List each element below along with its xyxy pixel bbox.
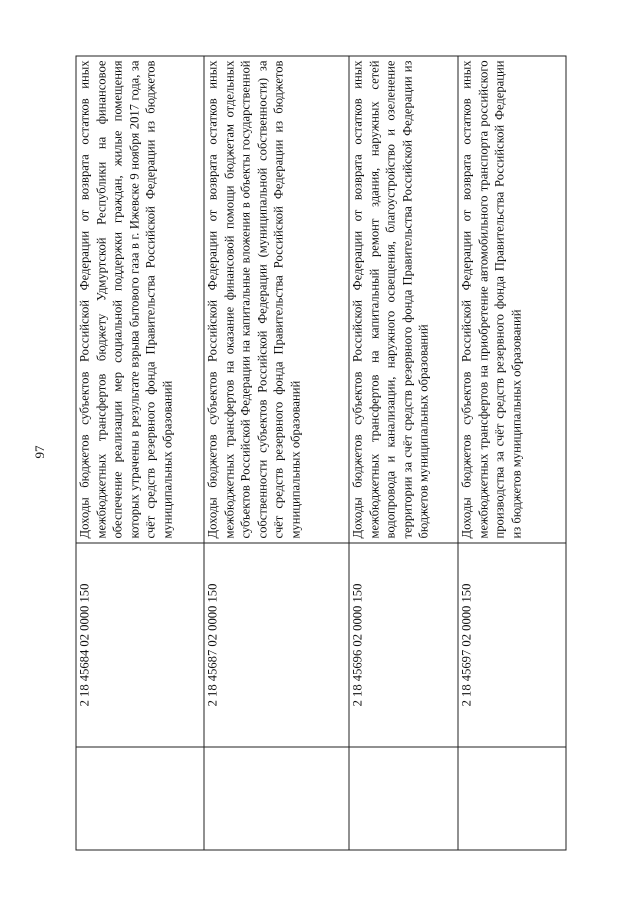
table-row — [204, 56, 349, 850]
description-cell: Доходы бюджетов субъектов Российской Федерации от возврата остатков иных межбюджетных трансфертов на капитальный ремонт здания, наружных сетей водопровода и канализации, наружного освещения, благоустройство и озеленение территории за счёт средств резервного фонда Правительства Российской Федерации из бюджетов муниципальных образований — [349, 56, 458, 543]
empty-cell — [349, 747, 458, 850]
rotated-table-container — [75, 55, 565, 850]
table-row — [76, 56, 204, 850]
budget-code-cell: 2 18 45684 02 0000 150 — [76, 543, 204, 747]
budget-code-cell: 2 18 45687 02 0000 150 — [204, 543, 349, 747]
page-number-text: 97 — [32, 445, 47, 459]
description-cell: Доходы бюджетов субъектов Российской Федерации от возврата остатков иных межбюджетных трансфертов на приобретение автомобильного транспорта российского производства за счёт средств резервного фонда Правительства Российской Федерации из бюджетов муниципальных образований — [458, 56, 566, 543]
empty-cell — [204, 747, 349, 850]
table-row — [458, 56, 566, 850]
budget-code-cell: 2 18 45697 02 0000 150 — [458, 543, 566, 747]
table-row — [349, 56, 458, 850]
empty-cell — [458, 747, 566, 850]
description-cell: Доходы бюджетов субъектов Российской Федерации от возврата остатков иных межбюджетных трансфертов на оказание финансовой помощи бюджетам отдельных субъектов Российской Федерации на капитальные вложения в объекты государственной собственности субъектов Российской Федерации (муниципальной собственности) за счёт средств резервного фонда Правительства Российской Федерации из бюджетов муниципальных образований — [204, 56, 349, 543]
budget-code-cell: 2 18 45696 02 0000 150 — [349, 543, 458, 747]
description-cell: Доходы бюджетов субъектов Российской Федерации от возврата остатков иных межбюджетных трансфертов бюджету Удмуртской Республики на финансовое обеспечение реализации мер социальной поддержки граждан, жилые помещения которых утрачены в результате взрыва бытового газа в г. Ижевске 9 ноября 2017 года, за счёт средств резервного фонда Правительства Российской Федерации из бюджетов муниципальных образований — [76, 56, 204, 543]
empty-cell — [76, 747, 204, 850]
revenue-codes-table — [75, 55, 566, 850]
